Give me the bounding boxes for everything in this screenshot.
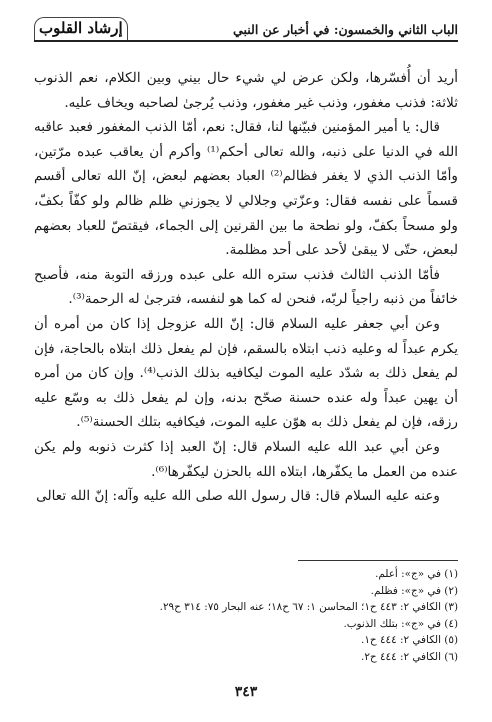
running-title: الباب الثاني والخمسون: في أخبار عن النبي xyxy=(233,22,458,37)
footnote: (٦) الكافي ٢: ٤٤٤ ح٢. xyxy=(361,650,458,663)
footnote-divider xyxy=(298,560,458,561)
paragraph: فأمّا الذنب الثالث فذنب ستره الله على عبده ورزقه التوبة منه، فأصبح خائفاً من ذنبه راجياً لربّه، فنحن له كما هو لنفسه، فترجىٰ له الرحمة⁽³⁾. xyxy=(34,266,458,308)
paragraph: وعن أبي عبد الله عليه السلام قال: إنّ العبد إذا كثرت ذنوبه ولم يكن عنده من العمل ما يكفّرها، ابتلاه الله بالحزن ليكفّرها⁽⁶⁾. xyxy=(34,438,458,480)
footnote: (٤) في «ج»: بتلك الذنوب. xyxy=(343,617,458,630)
paragraph: قال: يا أمير المؤمنين فبيّنها لنا، فقال: نعم، أمّا الذنب المغفور فعبد عاقبه الله في الدنيا على ذنبه، والله تعالى أحكم⁽¹⁾ وأكرم أن يعاقب عبده مرّتين، وأمّا الذنب الذي لا يغفر فظالم⁽²⁾ العباد بعضهم لبعض، إنّ الله تعالى أقسم قسماً على نفسه فقال: وعزّتي وجلالي لا يجوزني ظلم ظالم ولو كفّاً بكفّ، ولو مسحاً بكفّ، ولو نطحة ما بين القرنين إلى الجماء، فيقتصّ للعباد بعضهم لبعض، حتّى لا يبقىٰ لأحد على أحد مظلمة. xyxy=(34,119,458,259)
footnote: (٥) الكافي ٢: ٤٤٤ ح١. xyxy=(361,634,458,647)
footnote: (١) في «ج»: أعلم. xyxy=(375,568,458,580)
page-number: ٣٤٣ xyxy=(234,684,258,700)
footnotes xyxy=(34,566,458,666)
paragraph: وعنه عليه السلام قال: قال رسول الله صلى الله عليه وآله: إنّ الله تعالى xyxy=(36,488,440,505)
footnote: (٣) الكافي ٢: ٤٤٣ ح١؛ المحاسن ١: ٦٧ ح١٨؛ عنه البحار ٧٥: ٣١٤ ح٢٩. xyxy=(159,601,458,614)
footnote: (٢) في «ج»: فظلم. xyxy=(370,584,458,597)
page-header xyxy=(34,14,458,42)
paragraph: أريد أن أُفسّرها، ولكن عرض لي شيء حال بيني وبين الكلام، نعم الذنوب ثلاثة: فذنب مغفور، وذنب غير مغفور، وذنب يُرجىٰ لصاحبه ويخاف عليه. xyxy=(34,70,458,111)
book-logo: إرشاد القلوب xyxy=(34,17,128,40)
main-text xyxy=(34,66,458,509)
paragraph: وعن أبي جعفر عليه السلام قال: إنّ الله عزوجل إذا كان من أمره أن يكرم عبداً له وعليه ذنب ابتلاه بالسقم، فإن لم يفعل ذلك ابتلاه بالحاجة، فإن لم يفعل ذلك به شدّد عليه الموت ليكافيه بذلك الذنب⁽⁴⁾. وإن كان من أمره أن يهين عبداً وله عنده حسنة صحّح بدنه، وإن لم يفعل ذلك به وسّع عليه رزقه، فإن لم يفعل ذلك به هوّن عليه الموت، فيكافيه بتلك الحسنة⁽⁵⁾. xyxy=(34,315,458,431)
